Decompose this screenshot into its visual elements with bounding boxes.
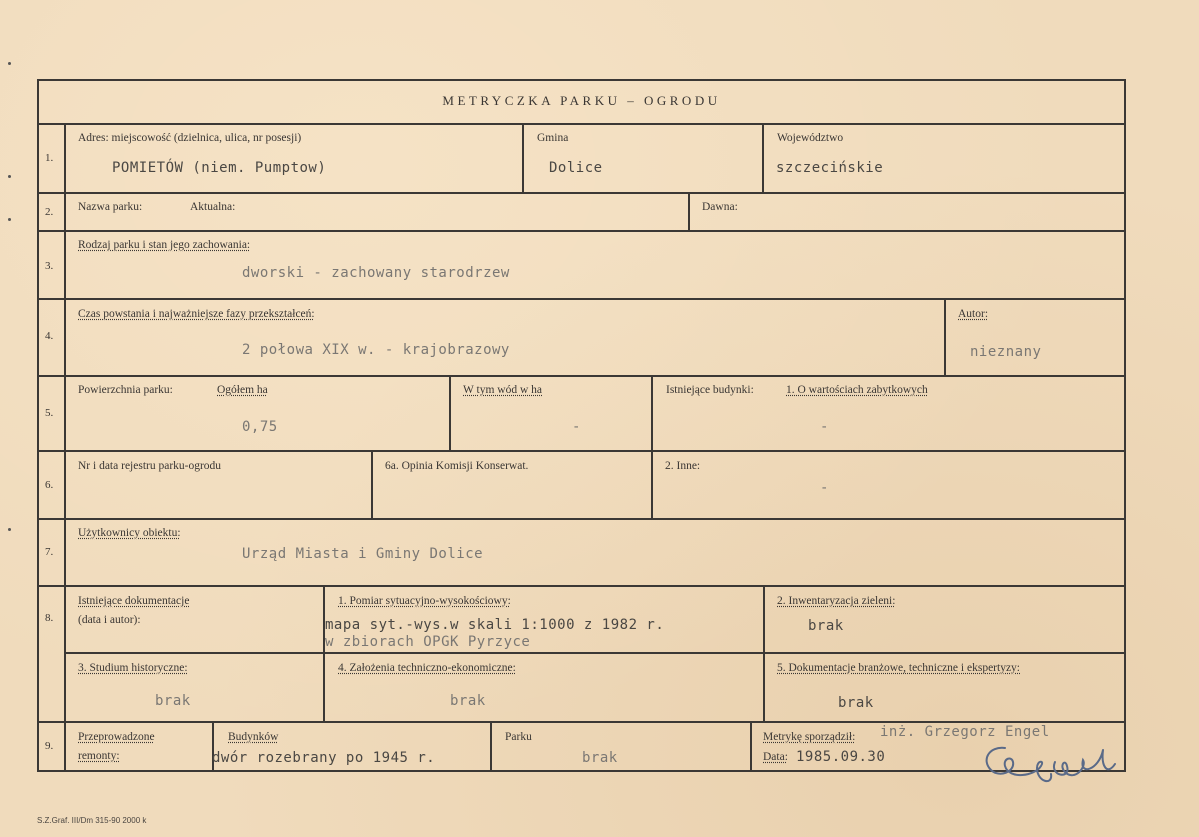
paper-speck — [8, 218, 11, 221]
row-number: 3. — [45, 260, 54, 272]
renovations-label: Przeprowadzone — [78, 731, 155, 743]
row-number: 8. — [45, 612, 54, 624]
row-number: 5. — [45, 407, 54, 419]
paper-speck — [8, 175, 11, 178]
other-buildings-label: 2. Inne: — [665, 460, 701, 472]
greenery-inventory-value: brak — [808, 618, 844, 634]
former-name-label: Dawna: — [702, 201, 738, 213]
prepared-by-label: Metrykę sporządził: — [763, 731, 856, 743]
row-divider — [37, 518, 1126, 520]
wojewodztwo-value: szczecińskie — [776, 160, 884, 176]
prepared-by-value: inż. Grzegorz Engel — [880, 724, 1050, 740]
form-title: METRYCZKA PARKU – OGRODU — [442, 93, 721, 108]
paper-speck — [8, 62, 11, 65]
park-name-label: Nazwa parku: — [78, 201, 143, 213]
print-footer: S.Z.Graf. III/Dm 315-90 2000 k — [37, 816, 147, 825]
wojewodztwo-label: Województwo — [777, 132, 844, 144]
cell-divider — [651, 376, 653, 518]
handwritten-signature — [975, 736, 1125, 796]
water-area-label: W tym wód w ha — [463, 384, 543, 396]
renovations-label-2: remonty: — [78, 750, 120, 762]
row-divider — [37, 123, 1126, 125]
row-number: 2. — [45, 206, 54, 218]
survey-label: 1. Pomiar sytuacyjno-wysokościowy: — [338, 595, 511, 607]
total-area-value: 0,75 — [242, 419, 278, 435]
row-number: 4. — [45, 330, 54, 342]
row-divider — [37, 721, 1126, 723]
existing-buildings-label: Istniejące budynki: — [666, 384, 754, 396]
cell-divider — [449, 376, 451, 450]
date-label: Data: — [763, 751, 788, 763]
current-name-label: Aktualna: — [190, 201, 236, 213]
gmina-label: Gmina — [537, 132, 569, 144]
park-renov-value: brak — [582, 750, 618, 766]
row-number: 7. — [45, 546, 54, 558]
technical-economic-value: brak — [450, 693, 486, 709]
paper-speck — [8, 528, 11, 531]
cell-divider — [762, 124, 764, 192]
cell-divider — [763, 586, 765, 721]
row-number: 6. — [45, 479, 54, 491]
buildings-renov-value: dwór rozebrany po 1945 r. — [212, 750, 436, 766]
row-divider — [37, 192, 1126, 194]
greenery-inventory-label: 2. Inwentaryzacja zieleni: — [777, 595, 896, 607]
users-value: Urząd Miasta i Gminy Dolice — [242, 546, 484, 562]
date-value: 1985.09.30 — [796, 749, 886, 765]
row-divider — [37, 585, 1126, 587]
row-divider — [37, 375, 1126, 377]
creation-time-value: 2 połowa XIX w. - krajobrazowy — [242, 342, 510, 358]
historical-study-label: 3. Studium historyczne: — [78, 662, 188, 674]
cell-divider — [944, 299, 946, 375]
author-value: nieznany — [970, 344, 1042, 360]
users-label: Użytkownicy obiektu: — [78, 527, 181, 539]
cell-divider — [490, 722, 492, 772]
address-value: POMIETÓW (niem. Pumptow) — [112, 160, 327, 176]
buildings-renov-label: Budynków — [228, 731, 279, 743]
creation-time-label: Czas powstania i najważniejsze fazy przekształceń: — [78, 308, 315, 320]
park-renov-label: Parku — [505, 731, 532, 743]
total-area-label: Ogółem ha — [217, 384, 268, 396]
row-divider — [37, 450, 1126, 452]
monument-value: - — [820, 419, 829, 435]
cell-divider — [688, 193, 690, 230]
branch-docs-value: brak — [838, 695, 874, 711]
survey-value-line-1: mapa syt.-wys.w skali 1:1000 z 1982 r. — [325, 617, 665, 633]
monument-value-label: 1. O wartościach zabytkowych — [786, 384, 928, 396]
water-area-value: - — [572, 419, 581, 435]
row-subdivider — [64, 652, 1126, 654]
survey-value-line-2: w zbiorach OPGK Pyrzyce — [325, 634, 531, 650]
park-type-label: Rodzaj parku i stan jego zachowania: — [78, 239, 251, 251]
conservator-opinion-label: 6a. Opinia Komisji Konserwat. — [385, 460, 529, 472]
technical-economic-label: 4. Założenia techniczno-ekonomiczne: — [338, 662, 516, 674]
area-label: Powierzchnia parku: — [78, 384, 173, 396]
row-divider — [37, 298, 1126, 300]
row-divider — [37, 230, 1126, 232]
documentation-label: Istniejące dokumentacje — [78, 595, 190, 607]
cell-divider — [371, 451, 373, 518]
cell-divider — [323, 586, 325, 721]
other-buildings-value: - — [820, 480, 829, 496]
number-column-divider — [64, 124, 66, 772]
cell-divider — [750, 722, 752, 772]
documentation-label-2: (data i autor): — [78, 614, 141, 626]
row-number: 1. — [45, 152, 54, 164]
branch-docs-label: 5. Dokumentacje branżowe, techniczne i ekspertyzy: — [777, 662, 1020, 674]
register-label: Nr i data rejestru parku-ogrodu — [78, 460, 222, 472]
cell-divider — [522, 124, 524, 192]
row-number: 9. — [45, 740, 54, 752]
park-type-value: dworski - zachowany starodrzew — [242, 265, 510, 281]
author-label: Autor: — [958, 308, 989, 320]
address-label: Adres: miejscowość (dzielnica, ulica, nr posesji) — [78, 132, 302, 144]
gmina-value: Dolice — [549, 160, 603, 176]
historical-study-value: brak — [155, 693, 191, 709]
